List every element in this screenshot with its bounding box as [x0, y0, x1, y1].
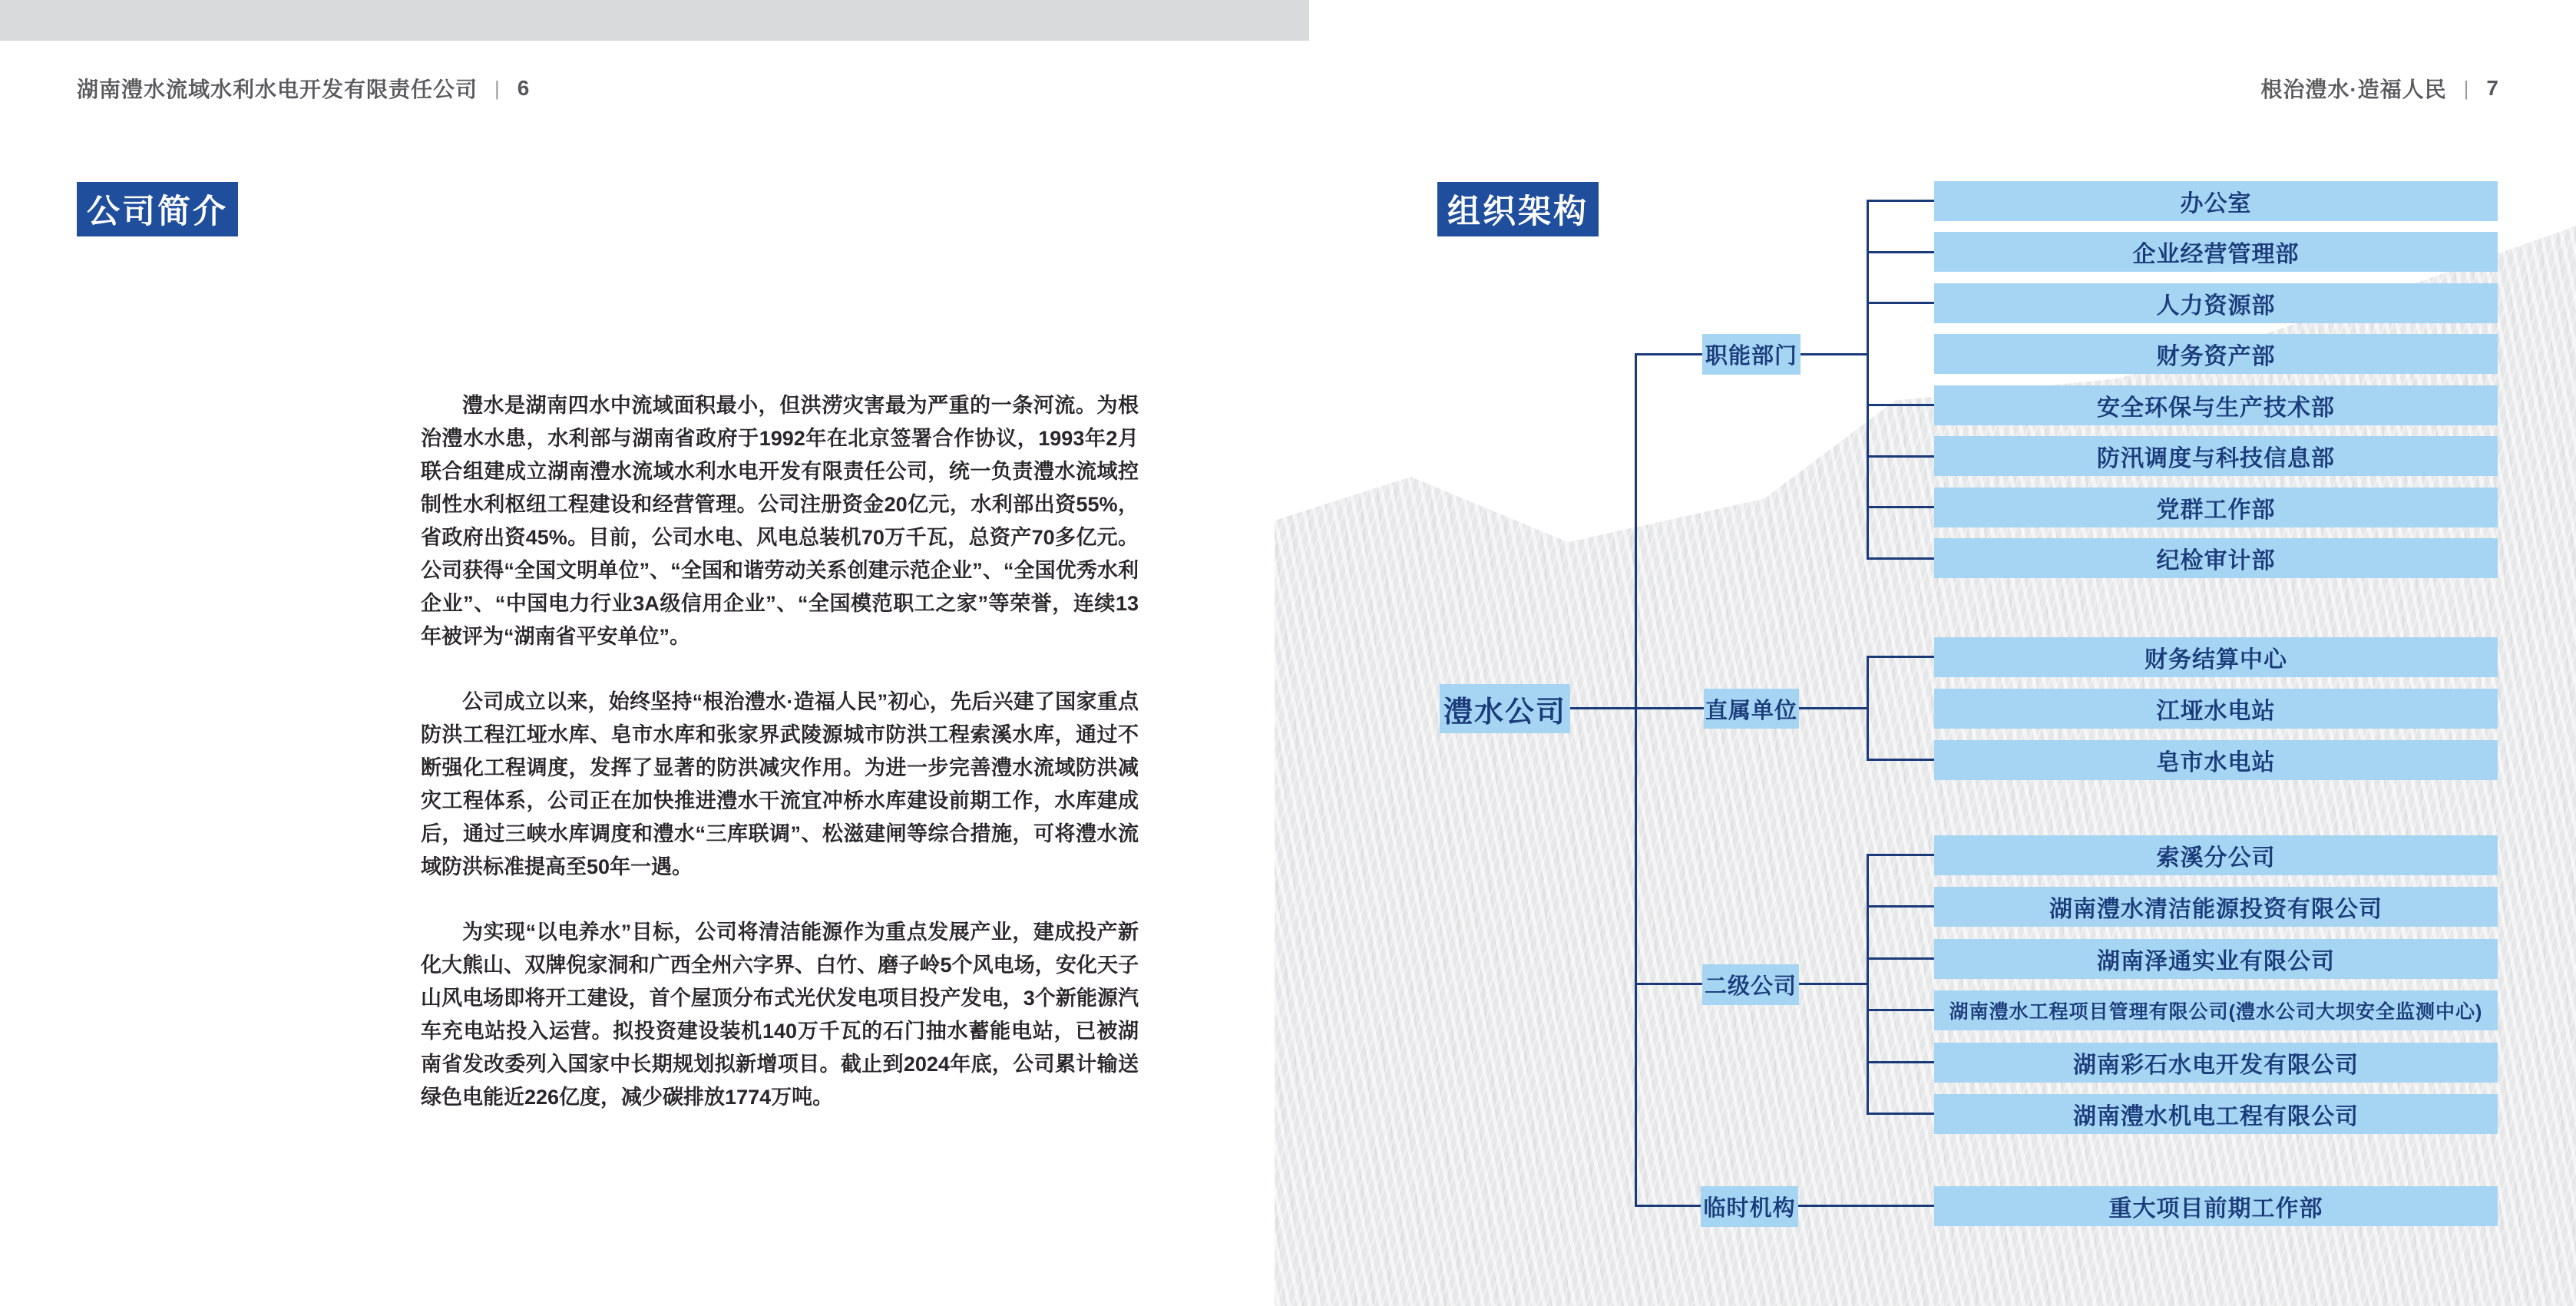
org-stub [1867, 404, 1934, 406]
header-left [77, 73, 530, 104]
org-bar: 江垭水电站 [1934, 689, 2498, 729]
org-bar: 党群工作部 [1934, 488, 2498, 527]
page-number-left: 6 [517, 76, 531, 100]
org-stub [1867, 957, 1934, 960]
org-trunk-line [1635, 354, 1637, 1206]
org-bar: 纪检审计部 [1934, 538, 2498, 578]
org-bar: 皂市水电站 [1934, 740, 2498, 780]
org-stub [1867, 455, 1934, 458]
org-bar: 安全环保与生产技术部 [1934, 385, 2498, 425]
org-root-node: 澧水公司 [1440, 684, 1570, 733]
org-bar: 财务资产部 [1934, 334, 2498, 374]
org-bar: 湖南澧水工程项目管理有限公司(澧水公司大坝安全监测中心) [1934, 990, 2498, 1030]
org-connector-functional [1867, 200, 1869, 559]
org-bar: 重大项目前期工作部 [1934, 1186, 2498, 1226]
background-photo-bottom-band [0, 0, 1309, 41]
org-bar: 办公室 [1934, 181, 2498, 221]
org-category-functional-departments: 职能部门 [1702, 334, 1801, 375]
org-connector-secondary [1867, 855, 1869, 1114]
profile-paragraph-2: 公司成立以来，始终坚持“根治澧水·造福人民”初心，先后兴建了国家重点防洪工程江垭水库、皂市水库和张家界武陵源城市防洪工程索溪水库，通过不断强化工程调度，发挥了显著的防洪减灾作用。为进一步完善澧水流域防洪减灾工程体系，公司正在加快推进澧水干流宜冲桥水库建设前期工作，水库建成后，通过三峡水库调度和澧水“三库联调”、松滋建闸等综合措施，可将澧水流域防洪标准提高至50年一遇。 [421, 690, 1139, 878]
org-category-temporary-org: 临时机构 [1701, 1186, 1798, 1227]
company-profile-text [421, 389, 1139, 1146]
header-right [2260, 73, 2499, 104]
org-stub [1867, 1113, 1934, 1115]
org-bar: 人力资源部 [1934, 283, 2498, 323]
section-title-org-structure: 组织架构 [1437, 182, 1599, 236]
org-stub [1867, 200, 1934, 202]
org-bar: 索溪分公司 [1934, 835, 2498, 875]
header-company-name: 湖南澧水流域水利水电开发有限责任公司 [77, 78, 478, 101]
org-bar: 财务结算中心 [1934, 637, 2498, 677]
section-title-company-profile: 公司简介 [77, 182, 238, 236]
org-stub [1867, 854, 1934, 856]
org-stub [1867, 905, 1934, 908]
org-stub [1867, 506, 1934, 508]
org-stub [1867, 557, 1934, 560]
org-bar: 防汛调度与科技信息部 [1934, 436, 2498, 476]
org-category-direct-units: 直属单位 [1704, 689, 1799, 729]
org-bar: 湖南彩石水电开发有限公司 [1934, 1043, 2498, 1083]
org-bar: 湖南泽通实业有限公司 [1934, 939, 2498, 979]
org-bar: 湖南澧水清洁能源投资有限公司 [1934, 887, 2498, 927]
header-separator: | [494, 76, 501, 100]
org-stub [1867, 656, 1934, 658]
org-bar: 湖南澧水机电工程有限公司 [1934, 1094, 2498, 1134]
org-stub [1867, 1009, 1934, 1011]
page-number-right: 7 [2486, 76, 2499, 100]
header-separator: | [2463, 76, 2470, 100]
org-stub [1867, 251, 1934, 253]
org-stub [1867, 759, 1934, 761]
header-slogan: 根治澧水·造福人民 [2260, 78, 2447, 101]
org-connector-direct [1867, 656, 1869, 760]
org-stub [1867, 302, 1934, 304]
profile-paragraph-1: 澧水是湖南四水中流域面积最小，但洪涝灾害最为严重的一条河流。为根治澧水水患，水利部与湖南省政府于1992年在北京签署合作协议，1993年2月联合组建成立湖南澧水流域水利水电开发有限责任公司，统一负责澧水流域控制性水利枢纽工程建设和经营管理。公司注册资金20亿元，水利部出资55%，省政府出资45%。目前，公司水电、风电总装机70万千瓦，总资产70多亿元。公司获得“全国文明单位”、“全国和谐劳动关系创建示范企业”、“全国优秀水利企业”、“中国电力行业3A级信用企业”、“全国模范职工之家”等荣誉，连续13年被评为“湖南省平安单位”。 [421, 394, 1139, 648]
profile-paragraph-3: 为实现“以电养水”目标，公司将清洁能源作为重点发展产业，建成投产新化大熊山、双牌倪家洞和广西全州六字界、白竹、磨子岭5个风电场，安化天子山风电场即将开工建设，首个屋顶分布式光伏发电项目投产发电，3个新能源汽车充电站投入运营。拟投资建设装机140万千瓦的石门抽水蓄能电站，已被湖南省发改委列入国家中长期规划拟新增项目。截止到2024年底，公司累计输送绿色电能近226亿度，减少碳排放1774万吨。 [421, 921, 1139, 1109]
org-stub [1867, 1061, 1934, 1063]
org-category-secondary-companies: 二级公司 [1702, 964, 1799, 1005]
org-bar: 企业经营管理部 [1934, 232, 2498, 272]
